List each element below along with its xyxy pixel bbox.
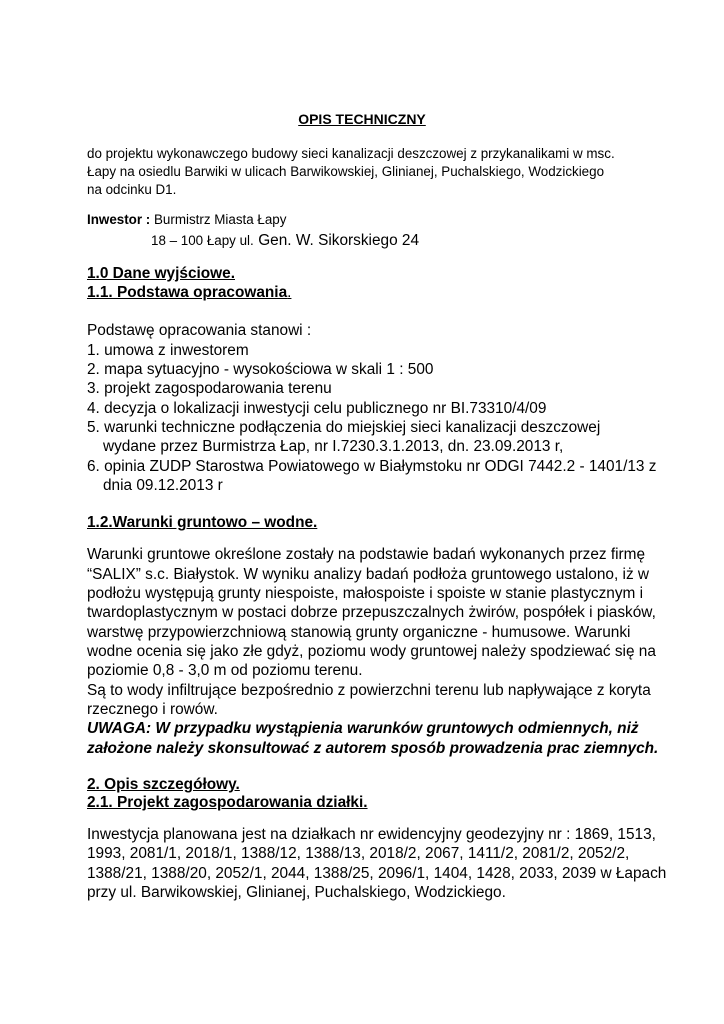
investor-address — [151, 231, 419, 250]
section-heading: 2. Opis szczegółowy. — [87, 776, 240, 793]
basis-item: 2. mapa sytuacyjno - wysokościowa w skali 1 : 500 — [87, 361, 434, 378]
investor-address-street: Gen. W. Sikorskiego 24 — [258, 232, 420, 249]
basis-item: 5. warunki techniczne podłączenia do miejskiej sieci kanalizacji deszczowej — [87, 419, 601, 436]
investor-address-prefix: 18 – 100 Łapy ul. — [151, 233, 254, 248]
investor-label: Inwestor : — [87, 212, 151, 227]
paragraph-line: poziomie 0,8 - 3,0 m od poziomu terenu. — [87, 662, 363, 679]
intro-line: Łapy na osiedlu Barwiki w ulicach Barwikowskiej, Glinianej, Puchalskiego, Wodzickiego — [87, 164, 605, 179]
basis-item: 6. opinia ZUDP Starostwa Powiatowego w Białymstoku nr ODGI 7442.2 - 1401/13 z — [87, 458, 657, 475]
basis-item-continuation: dnia 09.12.2013 r — [103, 477, 223, 494]
warning-line: UWAGA: W przypadku wystąpienia warunków gruntowych odmiennych, niż — [87, 720, 639, 737]
section-subheading — [87, 284, 291, 302]
paragraph-line: 1993, 2081/1, 2018/1, 1388/12, 1388/13, 2018/2, 2067, 1411/2, 2081/2, 2052/2, — [87, 845, 630, 862]
warning-line: założone należy skonsultować z autorem sposób prowadzenia prac ziemnych. — [87, 740, 659, 757]
section-heading: 1.0 Dane wyjściowe. — [87, 265, 235, 282]
intro-line: na odcinku D1. — [87, 182, 177, 197]
basis-item-continuation: wydane przez Burmistrza Łap, nr I.7230.3.1.2013, dn. 23.09.2013 r, — [103, 438, 564, 455]
section-heading: 1.2.Warunki gruntowo – wodne. — [87, 514, 318, 531]
basis-item: 1. umowa z inwestorem — [87, 342, 249, 359]
investor-name: Burmistrz Miasta Łapy — [153, 212, 287, 227]
basis-item: 4. decyzja o lokalizacji inwestycji celu publicznego nr BI.73310/4/09 — [87, 400, 547, 417]
basis-intro: Podstawę opracowania stanowi : — [87, 322, 312, 339]
paragraph-line: Inwestycja planowana jest na działkach nr ewidencyjny geodezyjny nr : 1869, 1513, — [87, 826, 656, 843]
paragraph-line: 1388/21, 1388/20, 2052/1, 2044, 1388/25, 2096/1, 1404, 1428, 2033, 2039 w Łapach — [87, 865, 667, 882]
document-title: OPIS TECHNICZNY — [298, 111, 426, 127]
paragraph-line: Są to wody infiltrujące bezpośrednio z powierzchni terenu lub napływające z koryta — [87, 682, 651, 699]
basis-item: 3. projekt zagospodarowania terenu — [87, 380, 332, 397]
paragraph-line: rzecznego i rowów. — [87, 701, 218, 718]
section-subheading: 2.1. Projekt zagospodarowania działki. — [87, 794, 368, 811]
paragraph-line: twardoplastycznym w postaci dobrze przepuszczalnych żwirów, pospółek i piasków, — [87, 604, 656, 621]
section-subheading-text: 1.1. Podstawa opracowania — [87, 284, 288, 301]
paragraph-line: warstwę przypowierzchniową stanowią grunty organiczne - humusowe. Warunki — [87, 624, 631, 641]
intro-line: do projektu wykonawczego budowy sieci kanalizacji deszczowej z przykanalikami w msc. — [87, 146, 615, 161]
investor-line — [87, 212, 286, 228]
section-subheading-dot: . — [287, 284, 292, 301]
paragraph-line: Warunki gruntowe określone zostały na podstawie badań wykonanych przez firmę — [87, 546, 646, 563]
paragraph-line: podłożu występują grunty niespoiste, małospoiste i spoiste w stanie plastycznym i — [87, 585, 644, 602]
paragraph-line: przy ul. Barwikowskiej, Glinianej, Puchalskiego, Wodzickiego. — [87, 884, 506, 901]
paragraph-line: “SALIX” s.c. Białystok. W wyniku analizy badań podłoża gruntowego ustalono, iż w — [87, 566, 650, 583]
paragraph-line: wodne ocenia się jako złe gdyż, poziomu wody gruntowej należy spodziewać się na — [87, 643, 656, 660]
